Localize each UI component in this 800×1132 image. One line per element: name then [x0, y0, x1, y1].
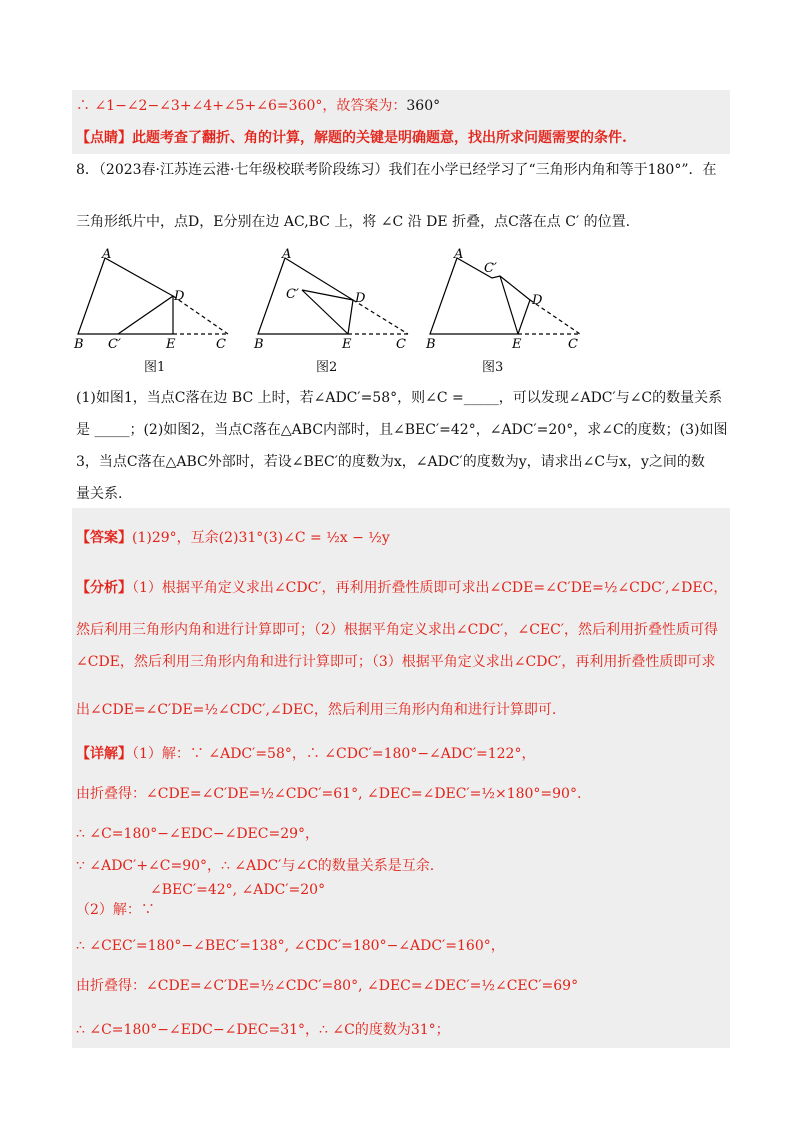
detail-line-7: ∴ ∠CEC′=180°−∠BEC′=138°, ∠CDC′=180°−∠ADC′=160°， [76, 938, 505, 954]
svg-text:A: A [282, 248, 292, 262]
svg-text:D: D [532, 293, 543, 308]
svg-text:C′: C′ [484, 261, 497, 276]
fig3-caption: 图3 [482, 360, 504, 375]
figure-1 [70, 248, 240, 358]
dianjing-text: 此题考查了翻折、角的计算，解题的关键是明确题意，找出所求问题需要的条件. [132, 130, 627, 146]
question-line-2: 是 _____；(2)如图2，当点C落在△ABC内部时，且∠BEC′=42°，∠ADC′=20°，求∠C的度数；(3)如图 [76, 422, 728, 438]
svg-text:C′: C′ [108, 337, 121, 352]
detail-line-1 [76, 744, 535, 764]
analysis-line-4: 出∠CDE=∠C′DE=½∠CDC′,∠DEC，然后利用三角形内角和进行计算即可. [76, 702, 557, 718]
question-line-3: 3，当点C落在△ABC外部时，若设∠BEC′的度数为x，∠ADC′的度数为y，请求出∠C与x，y之间的数 [76, 454, 705, 470]
top-line1-math: ∴ ∠1−∠2−∠3+∠4+∠5+∠6=360° [76, 98, 323, 114]
answer-line [76, 528, 390, 548]
figure-3 [422, 248, 592, 358]
detail-tag: 【详解】 [76, 746, 132, 762]
answer-tag: 【答案】 [76, 530, 132, 546]
svg-text:E: E [342, 337, 352, 352]
top-line-1 [76, 96, 440, 116]
svg-text:C: C [216, 337, 226, 352]
svg-text:B: B [426, 337, 436, 352]
detail-line-6: （2）解：∵ [76, 902, 155, 918]
answer-text: (1)29°，互余(2)31°(3)∠C = ½x − ½y [132, 530, 390, 546]
analysis-tag: 【分析】 [76, 580, 132, 596]
svg-text:E: E [166, 337, 176, 352]
problem-source: （2023春·江苏连云港·七年级校联考阶段练习） [98, 162, 389, 178]
svg-text:C: C [396, 337, 406, 352]
dianjing-tag: 【点睛】 [76, 130, 132, 146]
svg-text:A: A [102, 248, 112, 262]
svg-text:D: D [355, 291, 366, 306]
problem-line-2: 三角形纸片中，点D，E分别在边 AC,BC 上，将 ∠C 沿 DE 折叠，点C落在点 C′ 的位置. [76, 214, 631, 230]
detail-line-5: ∠BEC′=42°, ∠ADC′=20° [150, 882, 326, 898]
analysis-l1: （1）根据平角定义求出∠CDC′，再利用折叠性质即可求出∠CDE=∠C′DE=½∠CDC′,∠DEC， [132, 580, 728, 596]
analysis-line-2: 然后利用三角形内角和进行计算即可；（2）根据平角定义求出∠CDC′，∠CEC′，然后利用折叠性质可得 [76, 622, 719, 638]
svg-text:E: E [512, 337, 522, 352]
analysis-line-3: ∠CDE，然后利用三角形内角和进行计算即可；（3）根据平角定义求出∠CDC′，再利用折叠性质即可求 [76, 654, 716, 670]
detail-line-8: 由折叠得：∠CDE=∠C′DE=½∠CDC′=80°, ∠DEC=∠DEC′=½∠CEC′=69° [76, 978, 579, 994]
svg-text:D: D [174, 289, 185, 304]
dianjing-line [76, 128, 627, 148]
svg-text:A: A [454, 248, 464, 262]
svg-text:B: B [74, 337, 84, 352]
detail-line-2: 由折叠得：∠CDE=∠C′DE=½∠CDC′=61°, ∠DEC=∠DEC′=½×180°=90°. [76, 786, 582, 802]
svg-text:C: C [568, 337, 578, 352]
problem-intro: 我们在小学已经学习了“三角形内角和等于180°”．在 [388, 162, 717, 178]
svg-text:B: B [254, 337, 264, 352]
top-line1-tail: ，故答案为： [322, 98, 407, 114]
question-line-4: 量关系. [76, 486, 123, 502]
detail-line-3: ∴ ∠C=180°−∠EDC−∠DEC=29°， [76, 826, 320, 842]
detail-line-9: ∴ ∠C=180°−∠EDC−∠DEC=31°，∴ ∠C的度数为31°； [76, 1022, 450, 1038]
fig1-caption: 图1 [144, 360, 166, 375]
figure-2 [250, 248, 420, 358]
svg-text:C′: C′ [286, 287, 299, 302]
fig2-caption: 图2 [316, 360, 338, 375]
detail-line-4: ∵ ∠ADC′+∠C=90°，∴ ∠ADC′与∠C的数量关系是互余. [76, 858, 435, 874]
detail-d1: （1）解：∵ ∠ADC′=58°，∴ ∠CDC′=180°−∠ADC′=122°， [132, 746, 536, 762]
problem-number: 8． [76, 162, 99, 178]
top-line1-ans: 360° [406, 98, 441, 114]
analysis-line-1 [76, 578, 727, 598]
question-line-1: (1)如图1，当点C落在边 BC 上时，若∠ADC′=58°，则∠C =_____，可以发现∠ADC′与∠C的数量关系 [76, 390, 723, 406]
problem-line-1 [76, 160, 717, 180]
